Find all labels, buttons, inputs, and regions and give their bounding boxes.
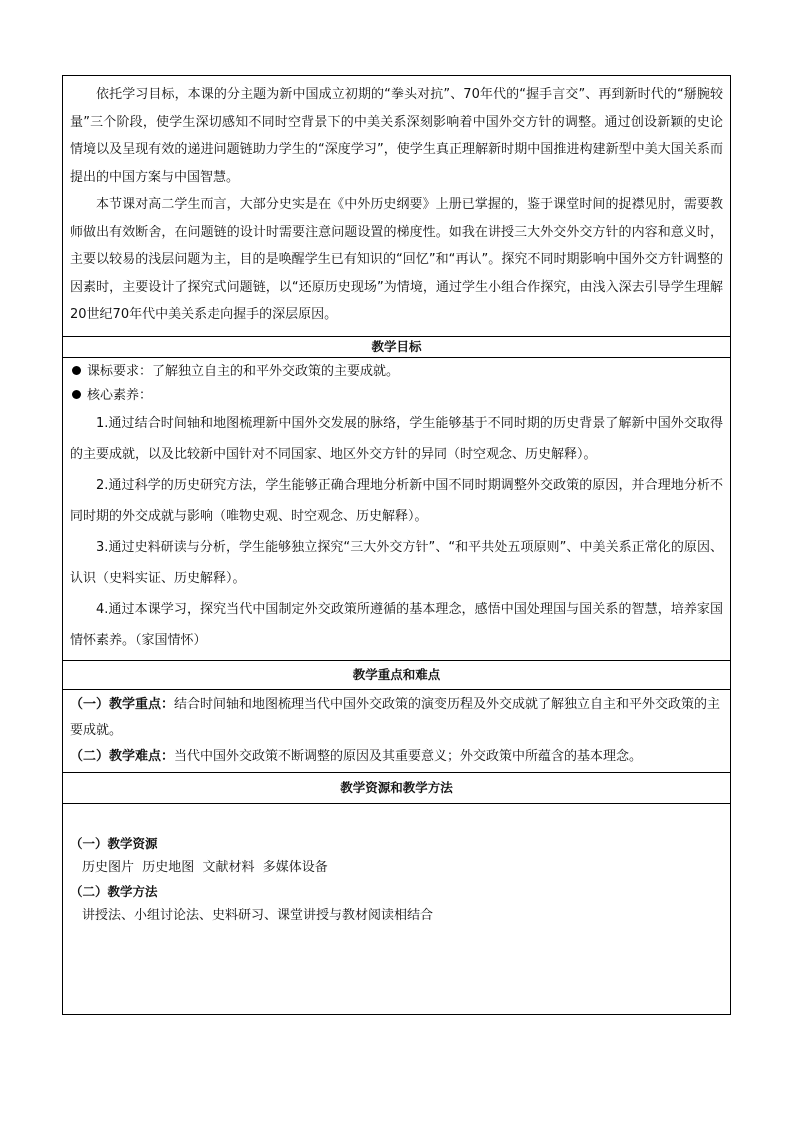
resources-header: 教学资源和教学方法 [63, 773, 730, 804]
key-points-header: 教学重点和难点 [63, 661, 730, 690]
focus-text: 结合时间轴和地图梳理当代中国外交政策的演变历程及外交成就了解独立自主和平外交政策的主要成就。 [70, 696, 721, 738]
bullet-icon [72, 366, 81, 375]
teaching-difficulty [70, 744, 723, 770]
goal-item: 2.通过科学的历史研究方法，学生能够正确合理地分析新中国不同时期调整外交政策的原因，并合理地分析不同时期的外交成就与影响（唯物史观、时空观念、历史解释）。 [70, 477, 723, 524]
resources-cell [63, 804, 730, 1014]
standard-text: 课标要求：了解独立自主的和平外交政策的主要成就。 [87, 363, 400, 379]
bullet-icon [72, 390, 81, 399]
focus-label: （一）教学重点： [70, 696, 175, 712]
core-literacy [70, 384, 723, 408]
difficulty-label: （二）教学难点： [70, 748, 175, 764]
goal-item: 4.通过本课学习，探究当代中国制定外交政策所遵循的基本理念，感悟中国处理国与国关系的智慧，培养家国情怀素养。（家国情怀） [70, 601, 723, 648]
resources-label: （一）教学资源 [70, 835, 158, 851]
rationale-paragraph-2: 本节课对高二学生而言，大部分史实是在《中外历史纲要》上册已掌握的，鉴于课堂时间的捉襟见肘，需要教师做出有效断舍，在问题链的设计时需要注意问题设置的梯度性。如我在讲授三大外交外交方针的内容和意义时，主要以较易的浅层问题为主，目的是唤醒学生已有知识的“回忆”和“再认”。探究不同时期影响中国外交方针调整的因素时，主要设计了探究式问题链，以“还原历史现场”为情境，通过学生小组合作探究，由浅入深去引导学生理解20世纪70年代中美关系走向握手的深层原因。 [70, 197, 723, 322]
key-points-cell [63, 690, 730, 773]
design-rationale-cell [63, 76, 730, 337]
methods-label: （二）教学方法 [70, 883, 158, 899]
lesson-plan-table [62, 75, 731, 1015]
rationale-paragraph-1: 依托学习目标，本课的分主题为新中国成立初期的“拳头对抗”、70年代的“握手言交”、再到新时代的“掰腕较量”三个阶段，使学生深切感知不同时空背景下的中美关系深刻影响着中国外交方针的调整。通过创设新颖的史论情境以及呈现有效的递进问题链助力学生的“深度学习”，使学生真正理解新时期中国推进构建新型中美大国关系而提出的中国方案与中国智慧。 [70, 87, 723, 185]
core-literacy-label: 核心素养： [87, 387, 153, 403]
goals-cell [63, 358, 730, 661]
goals-header: 教学目标 [63, 337, 730, 358]
methods-text: 讲授法、小组讨论法、史料研习、课堂讲授与教材阅读相结合 [82, 907, 434, 923]
difficulty-text: 当代中国外交政策不断调整的原因及其重要意义；外交政策中所蕴含的基本理念。 [174, 748, 643, 764]
goal-item: 3.通过史料研读与分析，学生能够独立探究“三大外交方针”、“和平共处五项原则”、中美关系正常化的原因、认识（史料实证、历史解释）。 [70, 539, 723, 586]
teaching-focus [70, 692, 723, 744]
goal-item: 1.通过结合时间轴和地图梳理新中国外交发展的脉络，学生能够基于不同时期的历史背景了解新中国外交取得的主要成就，以及比较新中国针对不同国家、地区外交方针的异同（时空观念、历史解释）。 [70, 415, 723, 462]
resources-text: 历史图片 历史地图 文献材料 多媒体设备 [82, 859, 328, 875]
standard-requirement [70, 360, 723, 384]
